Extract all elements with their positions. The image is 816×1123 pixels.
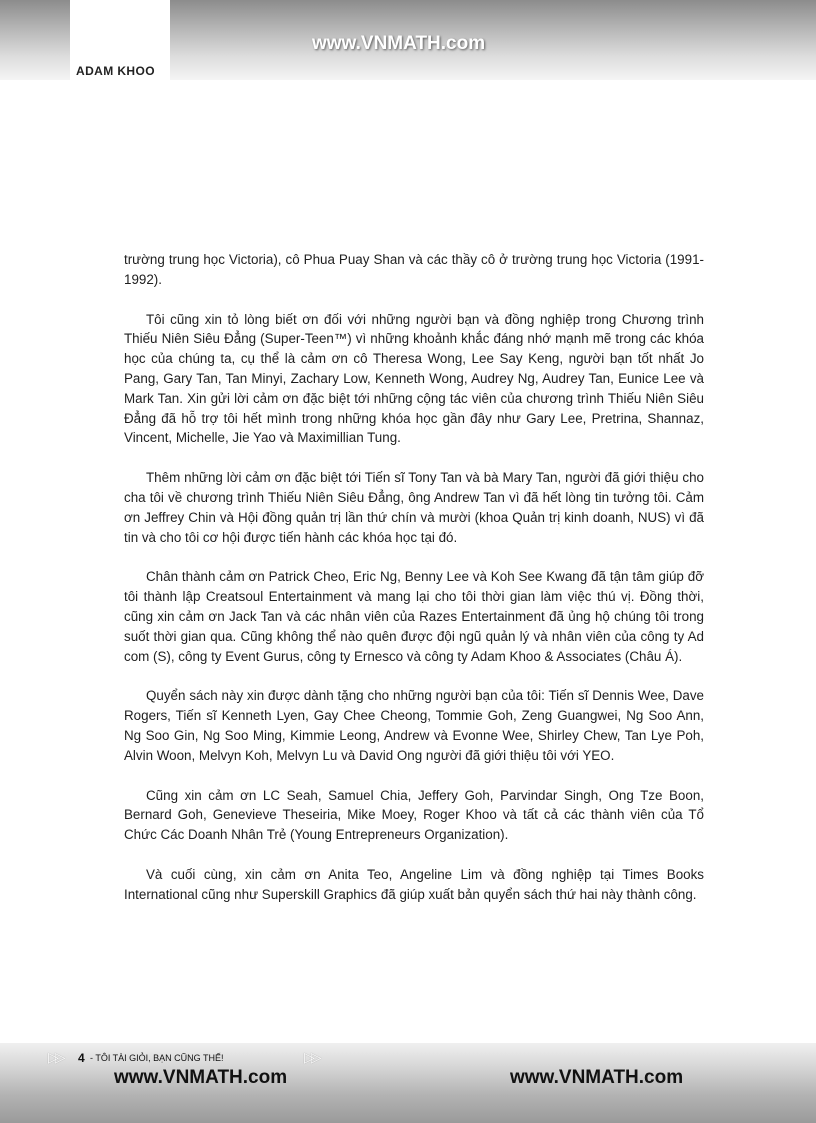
page-number: 4: [78, 1051, 85, 1065]
paragraph: Cũng xin cảm ơn LC Seah, Samuel Chia, Jeffery Goh, Parvindar Singh, Ong Tze Boon, Bernard Goh, Genevieve Theseiria, Mike Moey, Roger Khoo và tất cả các thành viên của Tổ Chức Các Doanh Nhân Trẻ (Young Entrepreneurs Organization).: [124, 787, 704, 843]
page-body: [124, 250, 704, 925]
paragraph: Tôi cũng xin tỏ lòng biết ơn đối với những người bạn và đồng nghiệp trong Chương trình Thiếu Niên Siêu Đẳng (Super-Teen™) vì những khoảnh khắc đáng nhớ mạnh mẽ trong các khóa học của chúng ta, cụ thể là cảm ơn cô Theresa Wong, Lee Say Keng, người bạn tốt nhất Jo Pang, Gary Tan, Tan Minyi, Zachary Low, Kenneth Wong, Audrey Ng, Audrey Tan, Eunice Lee và Mark Tan. Xin gửi lời cảm ơn đặc biệt tới những cộng tác viên của chương trình Thiếu Niên Siêu Đẳng đã hỗ trợ tôi hết mình trong những khóa học gần đây như Gary Lee, Pretrina, Shannaz, Vincent, Michelle, Jie Yao và Maximillian Tung.: [124, 311, 704, 446]
paragraph: trường trung học Victoria), cô Phua Puay Shan và các thầy cô ở trường trung học Victoria (1991-1992).: [124, 252, 704, 287]
footer-url-left: www.VNMATH.com: [114, 1067, 288, 1088]
author-label: ADAM KHOO: [76, 64, 155, 78]
double-arrow-icon: ▷▷: [304, 1049, 318, 1065]
book-title: - TÔI TÀI GIỎI, BẠN CŨNG THẾ!: [90, 1053, 224, 1063]
paragraph: Quyển sách này xin được dành tặng cho những người bạn của tôi: Tiến sĩ Dennis Wee, Dave Rogers, Tiến sĩ Kenneth Lyen, Gay Chee Cheong, Tommie Goh, Zeng Guangwei, Ng Soo Ann, Ng Soo Gin, Ng Soo Ming, Kimmie Leong, Andrew và Evonne Wee, Shirley Chew, Tan Lye Poh, Alvin Woon, Melvyn Koh, Melvyn Lu và David Ong người đã giới thiệu tôi với YEO.: [124, 688, 704, 763]
double-arrow-icon: ▷▷: [48, 1049, 62, 1065]
paragraph: Thêm những lời cảm ơn đặc biệt tới Tiến sĩ Tony Tan và bà Mary Tan, người đã giới thiệu cho cha tôi về chương trình Thiếu Niên Siêu Đẳng, ông Andrew Tan vì đã hết lòng tin tưởng tôi. Cảm ơn Jeffrey Chin và Hội đồng quản trị lần thứ chín và mười (khoa Quản trị kinh doanh, NUS) vì đã tin và cho tôi cơ hội được tiến hành các khóa học tại đó.: [124, 470, 704, 545]
footer-url-right: www.VNMATH.com: [510, 1067, 684, 1088]
paragraph: Và cuối cùng, xin cảm ơn Anita Teo, Angeline Lim và đồng nghiệp tại Times Books International cũng như Superskill Graphics đã giúp xuất bản quyển sách thứ hai này thành công.: [124, 866, 704, 902]
header-url: www.VNMATH.com: [312, 33, 486, 54]
paragraph: Chân thành cảm ơn Patrick Cheo, Eric Ng, Benny Lee và Koh See Kwang đã tận tâm giúp đỡ tôi thành lập Creatsoul Entertainment và mang lại cho tôi thời gian làm việc thú vị. Đồng thời, cũng xin cảm ơn Jack Tan và các nhân viên của Razes Entertainment đã ủng hộ chúng tôi trong suốt thời gian qua. Cũng không thể nào quên được đội ngũ quản lý và nhân viên của công ty Ad com (S), công ty Event Gurus, công ty Ernesco và công ty Adam Khoo & Associates (Châu Á).: [124, 569, 704, 664]
